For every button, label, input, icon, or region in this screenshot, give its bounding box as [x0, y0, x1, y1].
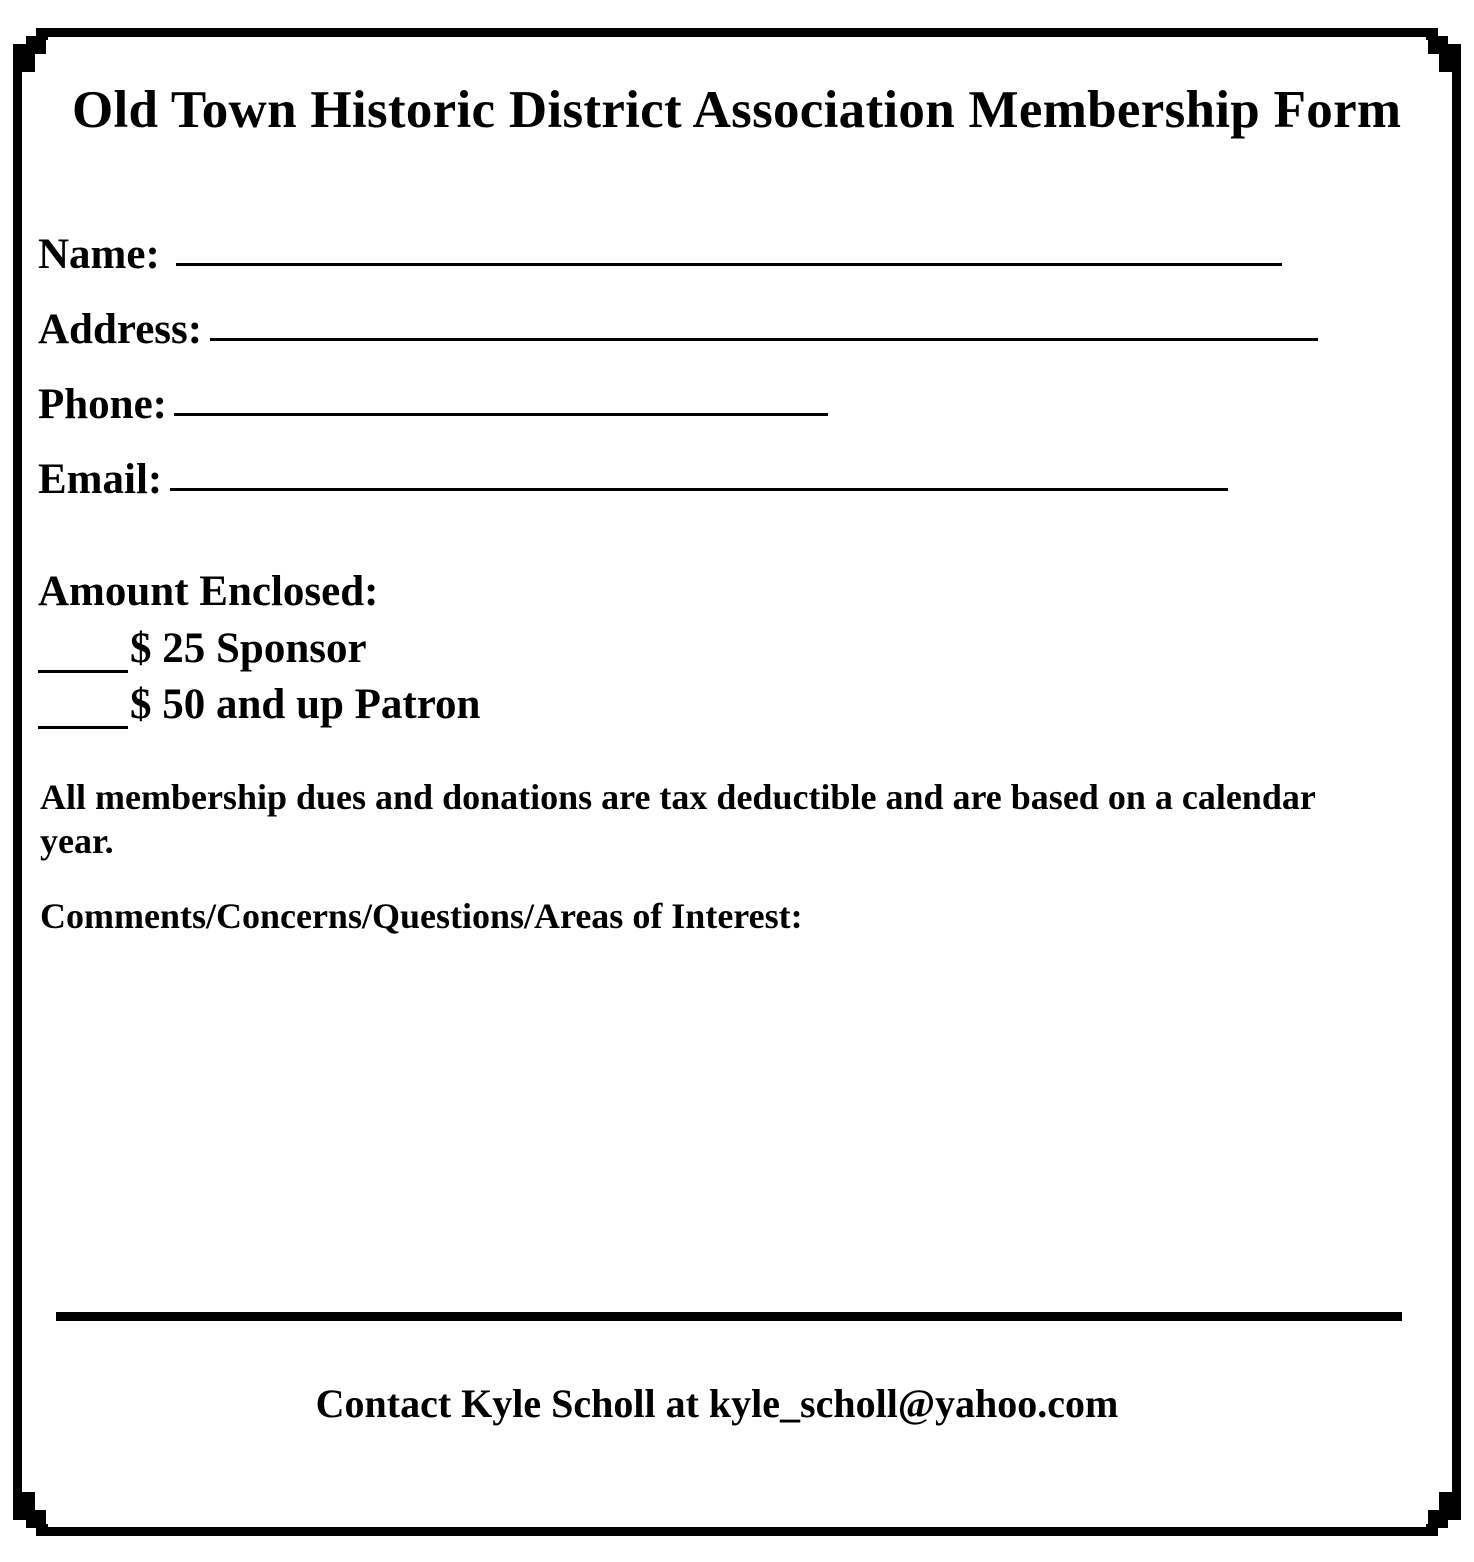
address-input-line[interactable] [210, 338, 1318, 341]
contact-info: Contact Kyle Scholl at kyle_scholl@yahoo.com [315, 1381, 1119, 1426]
amount-option-sponsor [38, 624, 638, 684]
phone-label: Phone: [38, 381, 167, 428]
name-label: Name: [38, 231, 160, 278]
separator-rule [56, 1312, 1402, 1321]
patron-option-label: $ 50 and up Patron [130, 681, 481, 728]
phone-field [38, 380, 838, 440]
sponsor-check-blank[interactable] [38, 670, 128, 673]
email-label: Email: [38, 456, 163, 503]
form-title: Old Town Historic District Association Membership Form [72, 81, 1402, 139]
address-label: Address: [38, 306, 203, 353]
email-input-line[interactable] [170, 488, 1228, 491]
sponsor-option-label: $ 25 Sponsor [130, 625, 367, 672]
comments-label: Comments/Concerns/Questions/Areas of Interest: [40, 896, 803, 936]
name-field [38, 230, 1288, 290]
address-field [38, 305, 1323, 365]
name-input-line[interactable] [176, 263, 1282, 266]
amount-option-patron [38, 680, 738, 740]
amount-enclosed-heading: Amount Enclosed: [38, 568, 379, 615]
email-field [38, 455, 1238, 515]
tax-deductible-note: All membership dues and donations are tax deductible and are based on a calendar year. [40, 777, 1316, 861]
patron-check-blank[interactable] [38, 726, 128, 729]
comments-area[interactable] [40, 950, 1400, 1290]
phone-input-line[interactable] [174, 413, 828, 416]
